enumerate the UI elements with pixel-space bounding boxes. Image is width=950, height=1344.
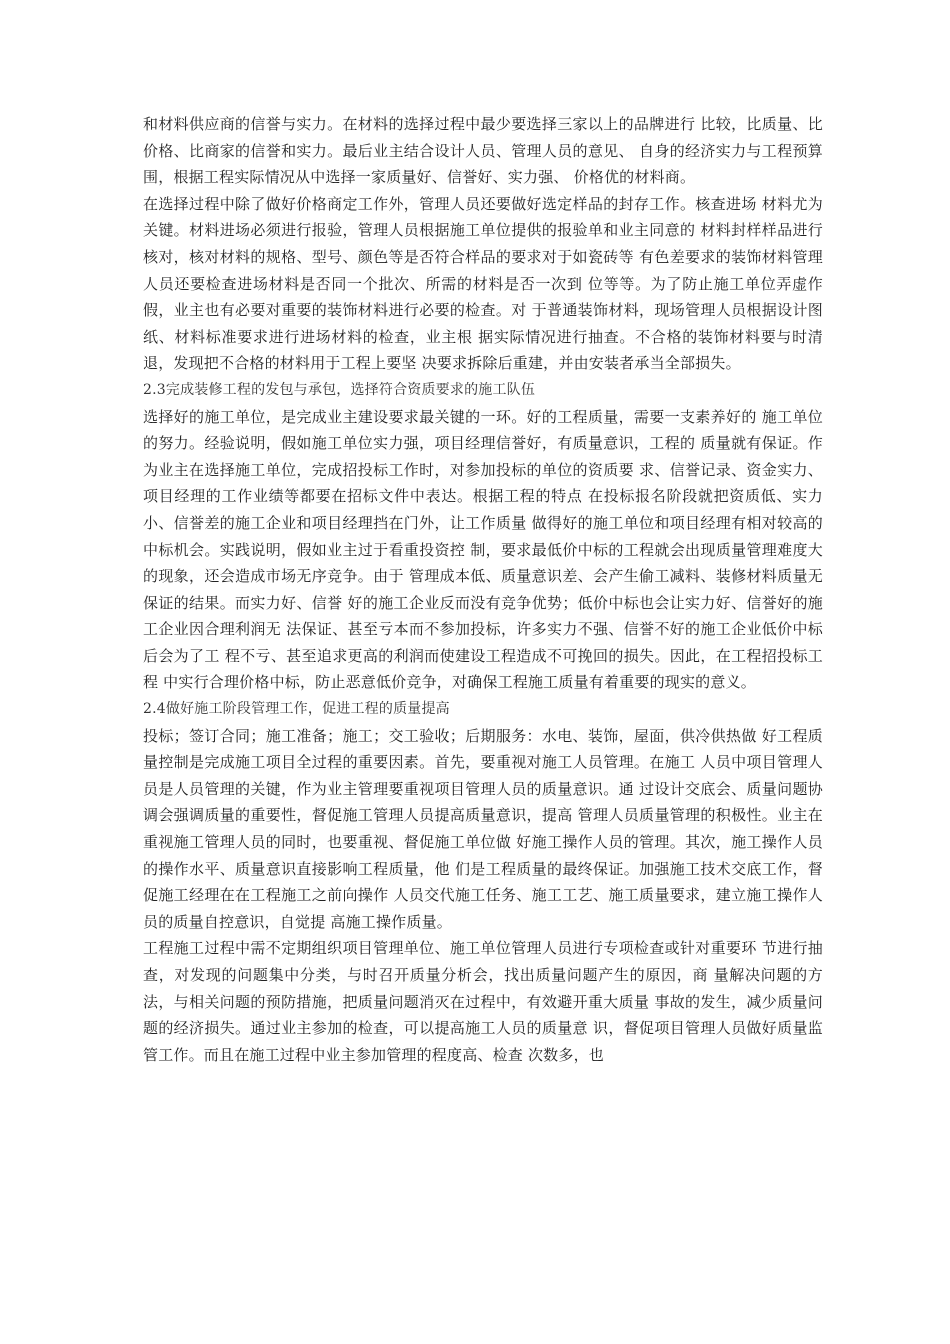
paragraph-sample-sealing: 在选择过程中除了做好价格商定工作外，管理人员还要做好选定样品的封存工作。核查进场 材料尤为关键。材料进场必须进行报验，管理人员根据施工单位提供的报验单和业主同意的 材料封样样品进行核对，核对材料的规格、型号、颜色等是否符合样品的要求对于如瓷砖等 有色差要求的装饰材料管理人员还要检查进场材料是否同一个批次、所需的材料是否一次到 位等等。为了防止施工单位弄虚作假，业主也有必要对重要的装饰材料进行必要的检查。对 于普通装饰材料，现场管理人员根据设计图纸、材料标准要求进行进场材料的检查，业主根 据实际情况进行抽查。不合格的装饰材料要与时清退，发现把不合格的材料用于工程上要坚 决要求拆除后重建，并由安装者承当全部损失。: [143, 194, 823, 373]
document-body: [143, 111, 823, 1068]
paragraph-contractor-selection: 选择好的施工单位，是完成业主建设要求最关键的一环。好的工程质量，需要一支素养好的 施工单位的努力。经验说明，假如施工单位实力强，项目经理信誉好，有质量意识，工程的 质量就有保证。作为业主在选择施工单位，完成招投标工作时，对参加投标的单位的资质要 求、信誉记录、资金实力、项目经理的工作业绩等都要在招标文件中表达。根据工程的特点 在投标报名阶段就把资质低、实力小、信誉差的施工企业和项目经理挡在门外，让工作质量 做得好的施工单位和项目经理有相对较高的中标机会。实践说明，假如业主过于看重投资控 制，要求最低价中标的工程就会出现质量管理难度大的现象，还会造成市场无序竞争。由于 管理成本低、质量意识差、会产生偷工减料、装修材料质量无保证的结果。而实力好、信誉 好的施工企业反而没有竞争优势；低价中标也会让实力好、信誉好的施工企业因合理利润无 法保证、甚至亏本而不参加投标，许多实力不强、信誉不好的施工企业低价中标后会为了工 程不亏、甚至追求更高的利润而使建设工程造成不可挽回的损失。因此，在工程招投标工程 中实行合理价格中标，防止恶意低价竞争，对确保工程施工质量有着重要的现实的意义。: [143, 407, 823, 692]
paragraph-construction-management: 投标；签订合同；施工准备；施工；交工验收；后期服务：水电、装饰，屋面，供冷供热做 好工程质量控制是完成施工项目全过程的重要因素。首先，要重视对施工人员管理。在施工 人员中项目管理人员是人员管理的关键，作为业主管理要重视项目管理人员的质量意识。通 过设计交底会、质量问题协调会强调质量的重要性，督促施工管理人员提高质量意识，提高 管理人员质量管理的积极性。业主在重视施工管理人员的同时，也要重视、督促施工单位做 好施工操作人员的管理。其次，施工操作人员的操作水平、质量意识直接影响工程质量，他 们是工程质量的最终保证。加强施工技术交底工作，督促施工经理在在工程施工之前向操作 人员交代施工任务、施工工艺、施工质量要求，建立施工操作人员的质量自控意识，自觉提 高施工操作质量。: [143, 726, 823, 931]
paragraph-material-supplier: 和材料供应商的信誉与实力。在材料的选择过程中最少要选择三家以上的品牌进行 比较，比质量、比价格、比商家的信誉和实力。最后业主结合设计人员、管理人员的意见、 自身的经济实力与工程预算围，根据工程实际情况从中选择一家质量好、信誉好、实力强、 价格优的材料商。: [143, 115, 823, 187]
paragraph-inspection: 工程施工过程中需不定期组织项目管理单位、施工单位管理人员进行专项检查或针对重要环 节进行抽查，对发现的问题集中分类，与时召开质量分析会，找出质量问题产生的原因，商 量解决问题的方法，与相关问题的预防措施，把质量问题消灭在过程中，有效避开重大质量 事故的发生，减少质量问题的经济损失。通过业主参加的检查，可以提高施工人员的质量意 识，督促项目管理人员做好质量监管工作。而且在施工过程中业主参加管理的程度高、检查 次数多，也: [143, 939, 823, 1064]
section-heading-2-4: 2.4做好施工阶段管理工作，促进工程的质量提高: [143, 701, 450, 718]
section-heading-2-3: 2.3完成装修工程的发包与承包，选择符合资质要求的施工队伍: [143, 381, 536, 398]
